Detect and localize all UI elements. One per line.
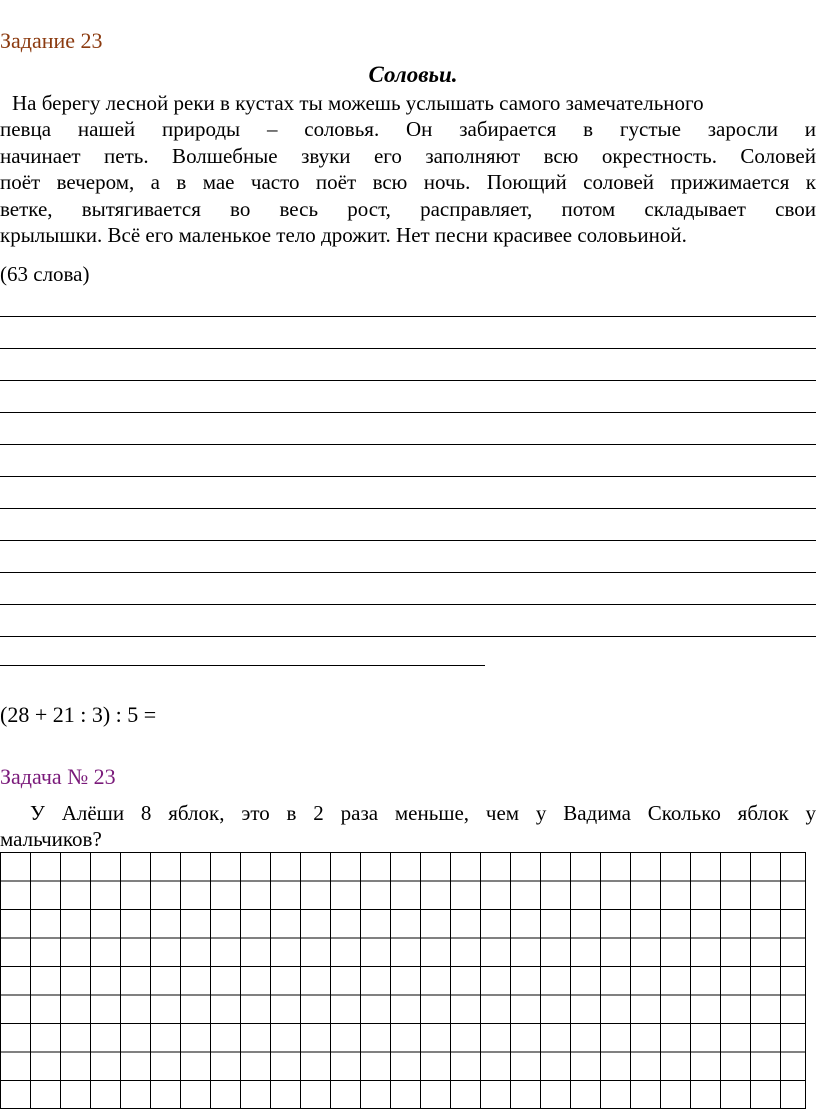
problem-line: мальчиков? — [0, 827, 102, 851]
problem-text — [0, 800, 816, 852]
story-line: На берегу лесной реки в кустах ты можешь услышать самого замечательного — [12, 91, 704, 115]
writing-line — [0, 540, 816, 541]
writing-line — [0, 380, 816, 381]
writing-line — [0, 604, 816, 605]
story-line: ветке, вытягивается во весь рост, расправляет, потом складывает свои — [0, 196, 816, 221]
story-line: поёт вечером, а в мае часто поёт всю ночь. Поющий соловей прижимается к — [0, 170, 816, 195]
writing-line — [0, 572, 816, 573]
story-line: крылышки. Всё его маленькое тело дрожит. Нет песни красивее соловьиной. — [0, 222, 687, 247]
story-text — [0, 90, 816, 248]
writing-line — [0, 665, 485, 666]
writing-line — [0, 412, 816, 413]
story-line: начинает петь. Волшебные звуки его заполняют всю окрестность. Соловей — [0, 143, 816, 168]
writing-line — [0, 636, 816, 637]
writing-line — [0, 476, 816, 477]
writing-line — [0, 348, 816, 349]
writing-line — [0, 508, 816, 509]
problem-heading: Задача № 23 — [0, 764, 116, 789]
word-count: (63 слова) — [0, 262, 90, 286]
story-line: певца нашей природы – соловья. Он забирается в густые заросли и — [0, 117, 816, 142]
writing-line — [0, 444, 816, 445]
math-expression: (28 + 21 : 3) : 5 = — [0, 702, 157, 727]
squared-grid — [0, 852, 806, 1109]
writing-line — [0, 316, 816, 317]
task-heading: Задание 23 — [0, 28, 103, 53]
story-title: Соловьи. — [368, 62, 458, 87]
problem-line: У Алёши 8 яблок, это в 2 раза меньше, чем у Вадима Сколько яблок у — [30, 801, 816, 825]
